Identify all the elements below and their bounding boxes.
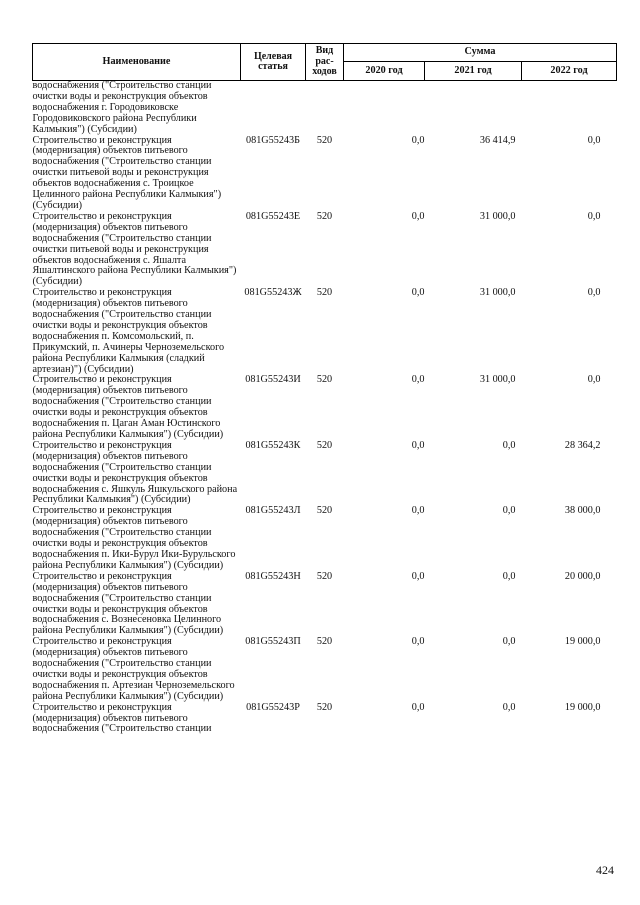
table-row	[33, 703, 617, 736]
row-2021: 31 000,0	[479, 374, 516, 386]
row-2020: 0,0	[411, 287, 425, 299]
row-name: Строительство и реконструкция (модернизация) объектов питьевого водоснабжения ("Строительство станции очистки воды и реконструкция объектов водоснабжения с. Вознесеновка Целинного района Республики Калмыкия") (Субсидии)	[32, 570, 224, 637]
row-target-code: 081G55243Ж	[244, 287, 302, 299]
table-row	[33, 81, 617, 136]
row-2022: 20 000,0	[564, 570, 601, 582]
row-name: водоснабжения ("Строительство станции очистки воды и реконструкция объектов водоснабжения г. Городовиковске Городовиковского района Республики Калмыкия") (Субсидии)	[32, 80, 212, 135]
row-vid: 520	[316, 636, 333, 648]
row-vid: 520	[316, 210, 333, 222]
table-row	[33, 572, 617, 637]
row-2020: 0,0	[411, 636, 425, 648]
row-2022: 0,0	[587, 287, 601, 299]
row-vid: 520	[316, 701, 333, 713]
row-2022: 0,0	[587, 374, 601, 386]
row-2022: 38 000,0	[564, 505, 601, 517]
row-2022: 0,0	[587, 134, 601, 146]
row-name: Строительство и реконструкция (модернизация) объектов питьевого водоснабжения ("Строительство станции очистки питьевой воды и реконструкция объектов водоснабжения с. Троицкое Целинного района Республики Калмыкия") (Субсидии)	[32, 134, 222, 211]
table-row	[33, 288, 617, 375]
row-name: Строительство и реконструкция (модернизация) объектов питьевого водоснабжения ("Строительство станции очистки воды и реконструкция объектов водоснабжения п. Цаган Аман Юстинского района Республики Калмыкия") (Субсидии)	[32, 374, 224, 440]
table-row	[33, 136, 617, 212]
row-vid: 520	[316, 505, 333, 517]
budget-table	[32, 43, 617, 735]
row-2021: 0,0	[502, 505, 516, 517]
header-vid: Вид рас-ходов	[306, 44, 344, 81]
row-2021: 0,0	[502, 636, 516, 648]
row-2021	[425, 81, 522, 136]
row-vid: 520	[316, 287, 333, 299]
row-2021: 0,0	[502, 701, 516, 713]
row-2020: 0,0	[411, 505, 425, 517]
row-2021: 36 414,9	[479, 134, 516, 146]
header-target: Целевая статья	[241, 44, 306, 81]
row-2022	[522, 81, 617, 136]
row-2022: 19 000,0	[564, 636, 601, 648]
page-number: 424	[596, 863, 614, 877]
row-target-code: 081G55243Е	[245, 210, 301, 222]
row-name: Строительство и реконструкция (модернизация) объектов питьевого водоснабжения ("Строительство станции очистки воды и реконструкция объектов водоснабжения п. Ики-Бурул Ики-Бурульского района Республики Калмыкия") (Субсидии)	[32, 505, 236, 571]
header-2022: 2022 год	[522, 62, 617, 81]
header-sum: Сумма	[344, 44, 617, 62]
row-target-code	[241, 81, 306, 136]
row-target-code: 081G55243Н	[245, 570, 301, 582]
row-2021: 0,0	[502, 570, 516, 582]
row-2022: 0,0	[587, 210, 601, 222]
table-row	[33, 375, 617, 440]
row-2021: 0,0	[502, 439, 516, 451]
row-2020: 0,0	[411, 439, 425, 451]
row-2020: 0,0	[411, 374, 425, 386]
header-name: Наименование	[33, 44, 241, 81]
table-row	[33, 637, 617, 702]
row-target-code: 081G55243Б	[246, 134, 300, 146]
header-2020: 2020 год	[344, 62, 425, 81]
row-2021: 31 000,0	[479, 287, 516, 299]
row-2020: 0,0	[411, 701, 425, 713]
row-2020	[344, 81, 425, 136]
row-target-code: 081G55243Л	[245, 505, 301, 517]
row-vid: 520	[316, 570, 333, 582]
row-target-code: 081G55243Р	[246, 701, 300, 713]
row-2020: 0,0	[411, 570, 425, 582]
row-name: Строительство и реконструкция (модернизация) объектов питьевого водоснабжения ("Строительство станции очистки воды и реконструкция объектов водоснабжения п. Комсомольский, п. Прикумский, п. Ачинеры Черноземельского района Республики Калмыкия (сладкий артезиан)") (Субсидии)	[32, 287, 225, 375]
row-2021: 31 000,0	[479, 210, 516, 222]
table-row	[33, 506, 617, 571]
row-vid: 520	[316, 134, 333, 146]
row-2022: 28 364,2	[564, 439, 601, 451]
row-target-code: 081G55243П	[245, 636, 301, 648]
row-name: Строительство и реконструкция (модернизация) объектов питьевого водоснабжения ("Строительство станции очистки питьевой воды и реконструкция объектов водоснабжения с. Яшалта Яшалтинского района Республики Калмыкия") (Субсидии)	[32, 210, 237, 288]
row-vid: 520	[316, 374, 333, 386]
row-2022: 19 000,0	[564, 701, 601, 713]
row-2020: 0,0	[411, 134, 425, 146]
row-name: Строительство и реконструкция (модернизация) объектов питьевого водоснабжения ("Строительство станции очистки воды и реконструкция объектов водоснабжения с. Яшкуль Яшкульского района Республики Калмыкия") (Субсидии)	[32, 439, 238, 506]
row-vid: 520	[316, 439, 333, 451]
table-row	[33, 212, 617, 288]
row-2020: 0,0	[411, 210, 425, 222]
header-2021: 2021 год	[425, 62, 522, 81]
row-target-code: 081G55243К	[245, 439, 301, 451]
row-target-code: 081G55243И	[245, 374, 301, 386]
row-name: Строительство и реконструкция (модернизация) объектов питьевого водоснабжения ("Строительство станции очистки воды и реконструкция объектов водоснабжения п. Артезиан Черноземельского района Республики Калмыкия") (Субсидии)	[32, 636, 235, 702]
row-vid	[306, 81, 344, 136]
table-row	[33, 441, 617, 506]
row-name: Строительство и реконструкция (модернизация) объектов питьевого водоснабжения ("Строительство станции	[32, 701, 212, 735]
